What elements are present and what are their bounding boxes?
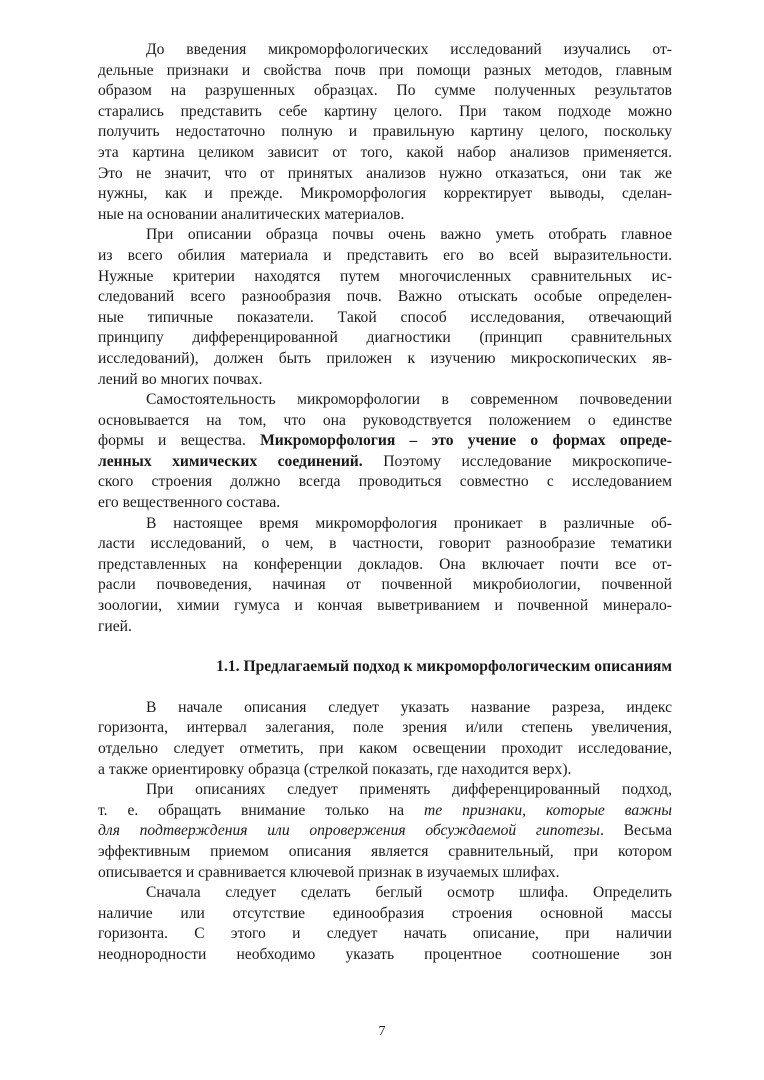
text-line: эффективным приемом описания является сравнительный, при котором [98, 842, 672, 860]
paragraph-5 [98, 698, 672, 780]
text-line [98, 452, 672, 473]
text-line: При описаниях следует применять дифференцированный подход, [146, 781, 672, 799]
text-line [98, 431, 672, 452]
paragraph-4 [98, 514, 672, 638]
text-line: старались представить себе картину целого. При таком подходе можно [98, 102, 672, 120]
paragraph-7 [98, 883, 672, 965]
text-line: Самостоятельность микроморфологии в современном почвоведении [146, 391, 672, 409]
text-line: образом на разрушенных образцах. По сумме полученных результатов [98, 82, 672, 100]
definition-bold: ленных химических соединений. [98, 452, 363, 470]
paragraph-6 [98, 780, 672, 883]
paragraph-1 [98, 40, 672, 225]
text-line: дельные признаки и свойства почв при помощи разных методов, главным [98, 61, 672, 79]
text-line: горизонта. С этого и следует начать описание, при наличии [98, 925, 672, 943]
text-line: зоологии, химии гумуса и кончая выветриванием и почвенной минерало- [98, 597, 672, 615]
text-line: наличие или отсутствие единообразия строения основной массы [98, 904, 672, 922]
definition-bold: Микроморфология – это учение о формах опреде- [260, 432, 672, 450]
paragraph-2 [98, 225, 672, 390]
text-line: горизонта, интервал залегания, поле зрения и/или степень увеличения, [98, 719, 672, 737]
text-line: эта картина целиком зависит от того, какой набор анализов применяется. [98, 143, 672, 161]
text-line: получить недостаточно полную и правильную картину целого, поскольку [98, 123, 672, 141]
text-run: . Весьма [599, 822, 672, 840]
text-line: ные типичные показатели. Такой способ исследования, отвечающий [98, 308, 672, 326]
text-line: а также ориентировку образца (стрелкой показать, где находится верх). [98, 760, 572, 778]
text-line: нужны, как и прежде. Микроморфология корректирует выводы, сделан- [98, 185, 672, 203]
text-line [98, 801, 672, 822]
text-line: ласти исследований, о чем, в частности, говорит разнообразие тематики [98, 535, 672, 553]
page-body [98, 40, 672, 966]
text-line: До введения микроморфологических исследований изучались от- [146, 41, 672, 58]
text-line: При описании образца почвы очень важно уметь отобрать главное [146, 226, 672, 244]
text-line: следований всего разнообразия почв. Важно отыскать особые определен- [98, 288, 672, 306]
text-line: принципу дифференцированной диагностики (принцип сравнительных [98, 329, 672, 347]
text-line [98, 821, 672, 842]
text-line: исследований), должен быть приложен к изучению микроскопических яв- [98, 349, 672, 367]
text-run: Поэтому исследование микроскопиче- [362, 452, 672, 470]
text-line: описывается и сравнивается ключевой признак в изучаемых шлифах. [98, 863, 560, 881]
paragraph-3 [98, 390, 672, 514]
text-line: Сначала следует сделать беглый осмотр шлифа. Определить [146, 884, 672, 902]
text-line: из всего обилия материала и представить его во всей выразительности. [98, 246, 672, 264]
text-line: представленных на конференции докладов. Она включает почти все от- [98, 555, 672, 573]
text-line: лений во многих почвах. [98, 370, 263, 388]
text-run: формы и вещества. [98, 432, 261, 450]
text-line: гией. [98, 617, 132, 635]
text-line: Это не значит, что от принятых анализов нужно отказаться, они так же [98, 164, 672, 182]
text-line: В настоящее время микроморфология проникает в различные об- [146, 514, 672, 532]
text-line: В начале описания следует указать название разреза, индекс [146, 698, 672, 716]
section-heading: 1.1. Предлагаемый подход к микроморфологическим описаниям [216, 658, 672, 676]
emphasis-italic: те признаки, которые важны [423, 801, 672, 819]
emphasis-italic: для подтверждения или опровержения обсуждаемой гипотезы [98, 822, 600, 840]
text-line: отдельно следует отметить, при каком освещении проходит исследование, [98, 740, 672, 757]
text-line: неоднородности необходимо указать процентное соотношение зон [98, 945, 672, 963]
text-line: основывается на том, что она руководствуется положением о единстве [98, 411, 672, 429]
text-run: т. е. обращать внимание только на [98, 801, 424, 819]
page-number: 7 [378, 1024, 386, 1039]
text-line: ные на основании аналитических материалов. [98, 205, 405, 223]
text-line: расли почвоведения, начиная от почвенной микробиологии, почвенной [98, 576, 672, 594]
text-line: его вещественного состава. [98, 494, 281, 512]
text-line: ского строения должно всегда проводиться совместно с исследованием [98, 473, 672, 491]
text-line: Нужные критерии находятся путем многочисленных сравнительных ис- [98, 267, 672, 285]
